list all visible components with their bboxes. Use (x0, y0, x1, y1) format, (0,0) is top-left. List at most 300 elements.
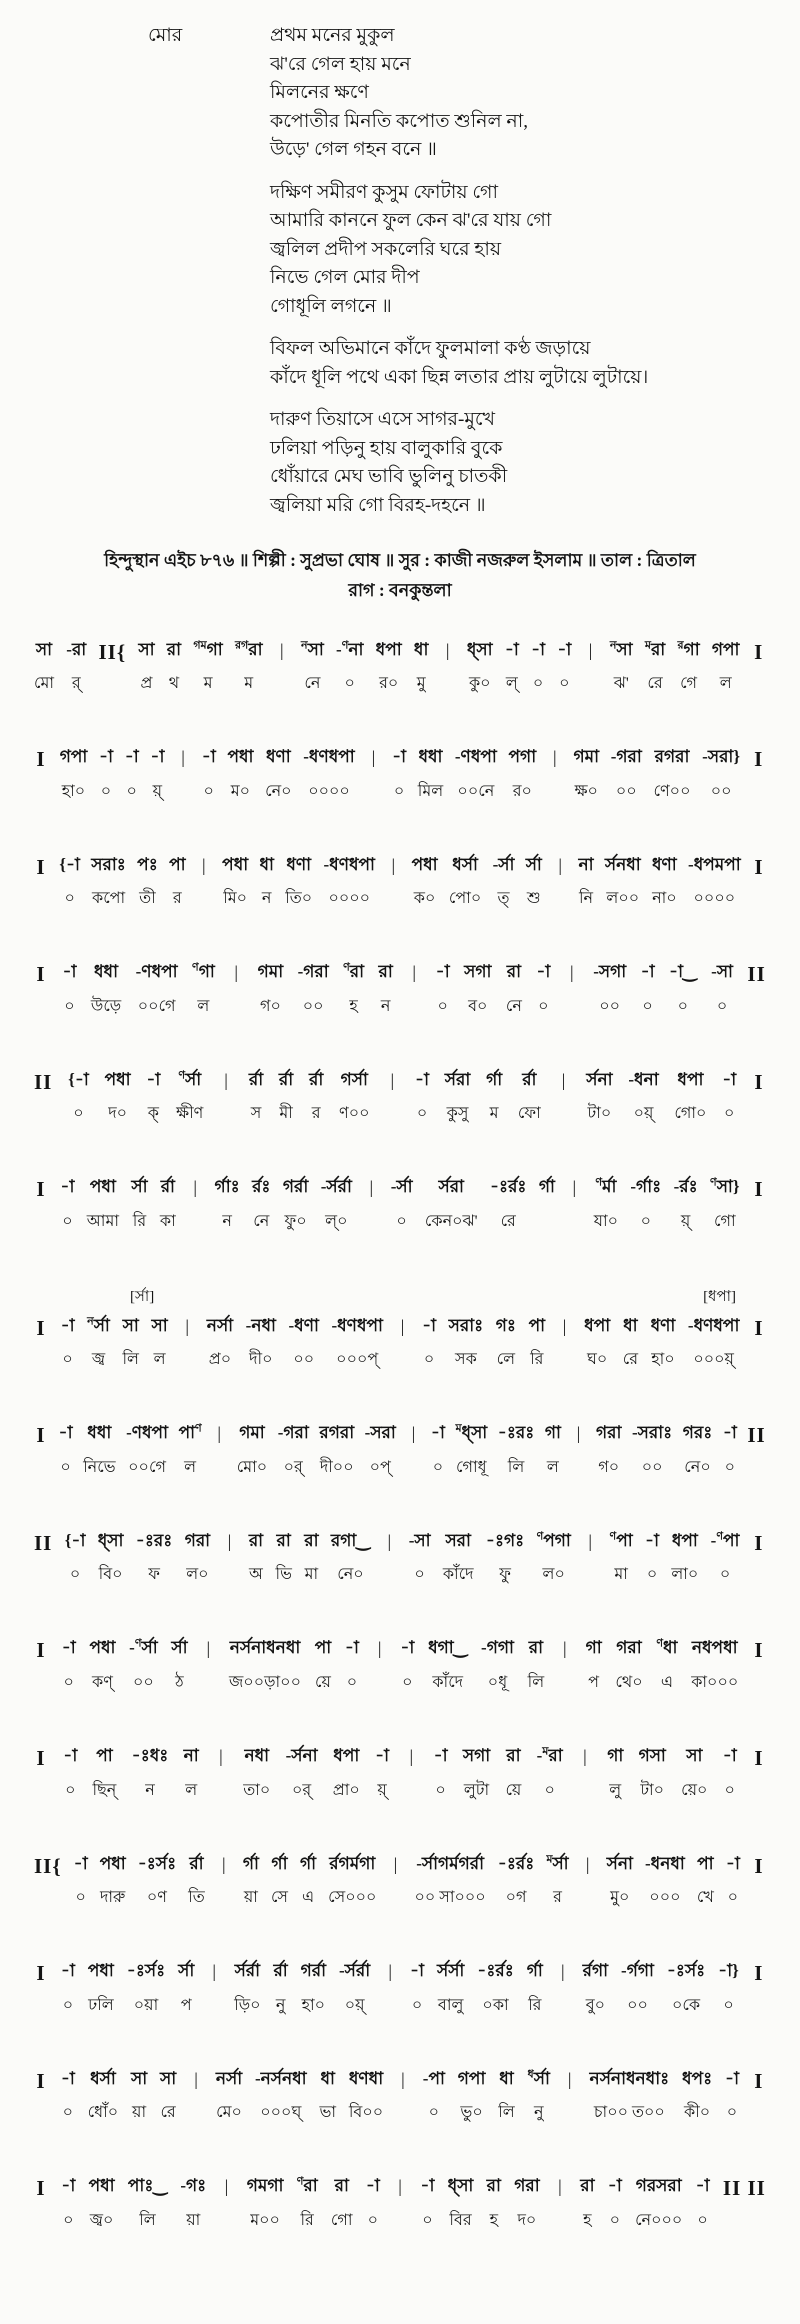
lyric-syllable: রে (647, 675, 663, 693)
sargam-notes: -ঃর্রঃ (489, 1177, 527, 1197)
sargam-notes: ধ্সা (447, 2176, 474, 2196)
notation-token (160, 2069, 176, 2127)
lyric-syllable: কা (159, 1212, 176, 1230)
sargam-notes: র্সনা (606, 1853, 633, 1873)
bar-line (176, 747, 190, 779)
sargam-notes: রা (580, 2176, 595, 2196)
sargam-notes: পধা (227, 747, 254, 767)
notation-token (487, 2176, 501, 2234)
sargam-notes: | (558, 2176, 562, 2197)
sargam-notes: -র্সা (390, 1177, 413, 1197)
sargam-notes: $^ণ$গা (192, 961, 215, 982)
sargam-notes: র্সা (525, 854, 542, 874)
notation-token (477, 1961, 514, 2019)
sargam-notes: -ঃর্সঃ (137, 1853, 177, 1873)
sargam-notes: I (754, 1069, 764, 1094)
sargam-notes: I (754, 1530, 764, 1555)
bar-line (383, 1961, 397, 1993)
notation-token (414, 1854, 485, 1912)
lyric-syllable: প (588, 1673, 600, 1691)
sargam-notes: গঃ (495, 1315, 516, 1335)
sargam-notes: -া (63, 1745, 78, 1765)
sargam-notes: -ঃর্সঃ (126, 1961, 166, 1981)
sargam-notes: -র্সনা (285, 1745, 318, 1765)
notation-token (580, 2176, 594, 2234)
lyric-syllable: ০কে (671, 1996, 701, 2014)
notation-token (136, 962, 178, 1020)
notation-token (605, 855, 641, 913)
notation-token (301, 640, 324, 698)
sargam-notes: -া (420, 2176, 435, 2196)
bar-line (583, 1531, 597, 1563)
lyric-syllable: সে০০০ (328, 1889, 377, 1907)
notation-token (464, 962, 491, 1020)
sargam-notes: ধপা (584, 1315, 611, 1335)
sargam-notes: গপা (59, 747, 88, 767)
lyric-syllable: ০ (62, 2104, 74, 2122)
lyric-syllable: গোধূ (456, 1458, 487, 1476)
bar-line (229, 962, 243, 994)
lyric-syllable: লি (139, 2211, 156, 2229)
notation-token (283, 1177, 308, 1235)
sargam-notes: -া (62, 962, 77, 982)
sargam-notes: $^ণ$সা} (710, 1176, 740, 1197)
sargam-notes: -ঃরঃ (135, 1530, 173, 1550)
lyric-syllable: ০০০ (649, 1889, 681, 1907)
bar-line (393, 2176, 407, 2208)
lyric-syllable: নে (505, 997, 522, 1015)
bar-line (396, 1316, 410, 1348)
sargam-notes: -$^ণ$না (336, 638, 364, 659)
sargam-notes: -সা (711, 962, 733, 982)
sargam-notes: I (36, 2176, 46, 2201)
lyric-syllable: নে০০০ (635, 2211, 683, 2229)
sargam-notes: I (754, 1961, 764, 1986)
sargam-notes: -া (365, 2176, 380, 2196)
notation-token (583, 1961, 608, 2019)
lyric-syllable: সক (455, 1351, 477, 1369)
lyric-syllable: ড়ি০ (234, 1996, 261, 2014)
sargam-notes: না (578, 854, 594, 874)
notation-token (539, 1177, 555, 1208)
tala-marker (752, 1961, 766, 1996)
notation-token (333, 1746, 360, 1804)
lyric-syllable: র (172, 890, 182, 908)
bar-line (558, 1316, 572, 1348)
sargam-notes: র্সা (178, 1961, 195, 1981)
lyric-syllable: ০ (723, 1996, 734, 2014)
notation-token (458, 2069, 486, 2127)
notation-token (379, 962, 393, 1020)
lyric-syllable: লি (498, 2104, 515, 2122)
song-credits (20, 546, 780, 606)
lyric-syllable: ০ (719, 1566, 731, 1584)
tala-marker (752, 1531, 766, 1566)
lyric-syllable: ল (546, 1458, 559, 1476)
notation-system-13 (34, 1961, 766, 2019)
sargam-notes: পা (314, 1638, 332, 1658)
notation-token (545, 1423, 561, 1481)
notation-token (584, 1316, 610, 1374)
sargam-notes: I (36, 1745, 46, 1770)
notation-token (271, 1854, 288, 1912)
bar-line (388, 1854, 402, 1886)
sargam-notes: -সগা (593, 962, 627, 982)
notation-token (247, 2176, 284, 2234)
notation-token (184, 1746, 199, 1804)
sargam-notes: গর্সা (340, 1069, 368, 1089)
notation-token (207, 1316, 233, 1374)
sargam-notes: | (560, 1961, 565, 1982)
bar-line (385, 1070, 399, 1102)
notation-token (59, 1423, 73, 1481)
lyric-syllable: ০ (126, 782, 137, 800)
lyric-line: ঢলিয়া পড়িনু হায় বালুকারি বুকে (270, 437, 503, 459)
notation-token (528, 1638, 545, 1696)
lyric-syllable: ০ (344, 675, 355, 693)
sargam-notes: রা (506, 1745, 521, 1765)
tala-marker (752, 1854, 766, 1889)
notation-token (88, 1961, 114, 2019)
tala-marker (34, 1638, 48, 1673)
sargam-notes: র্সরা (444, 1069, 471, 1089)
lyric-syllable: ০০ সা০০০ (414, 1889, 486, 1907)
lyric-syllable: ০ (677, 997, 689, 1015)
notation-token (345, 1638, 359, 1696)
sargam-notes: -গঃ (180, 2176, 207, 2196)
lyric-syllable: ধোঁ০ (87, 2104, 119, 2122)
lyric-syllable: বি০০ (348, 2104, 384, 2122)
tala-marker (34, 1070, 52, 1105)
sargam-notes: ধা (623, 1315, 638, 1335)
lyric-syllable: ০ (63, 1673, 74, 1691)
sargam-notes: -া (536, 962, 551, 982)
sargam-notes: ধা (413, 639, 429, 659)
notation-token (688, 1316, 739, 1374)
sargam-notes: পধা (89, 1177, 116, 1197)
bar-line (386, 855, 400, 887)
notation-token (531, 640, 545, 698)
sargam-notes: পা (96, 1745, 113, 1765)
lyric-syllable: য়ে (314, 1673, 331, 1691)
sargam-notes: -ঃধঃ (131, 1745, 169, 1765)
notation-token (152, 1316, 168, 1374)
notation-token (331, 1531, 370, 1589)
lyric-syllable: গো (713, 1212, 736, 1230)
credits-line-1: হিন্দুস্থান এইচ ৮৭৬ ॥ শিল্পী : সুপ্রভা ঘোষ ॥ সুর : কাজী নজরুল ইসলাম ॥ তাল : ত্রিতাল (104, 550, 696, 570)
notation-token (243, 1854, 259, 1912)
sargam-notes: | (445, 639, 450, 660)
notation-token (726, 1854, 740, 1912)
lyric-syllable: রে (500, 1212, 516, 1230)
sargam-notes: -া (415, 1069, 430, 1089)
sargam-notes: -া (607, 2176, 622, 2196)
notation-token (528, 2069, 550, 2127)
notation-token (486, 1531, 524, 1589)
notation-token (229, 1638, 301, 1696)
bar-line (407, 962, 421, 994)
sargam-notes: -া (725, 2068, 739, 2088)
notation-token (493, 855, 515, 913)
notation-token (593, 962, 626, 1020)
sargam-notes: $^ণ$পগা (536, 1530, 571, 1550)
lyric-syllable: ল (197, 997, 210, 1015)
notation-token (445, 1070, 471, 1128)
sargam-notes: -সা (408, 1530, 431, 1550)
sargam-notes: | (227, 1530, 232, 1551)
lyric-syllable: লা০ (671, 1566, 699, 1584)
notation-token (235, 640, 263, 698)
lyric-line: প্রথম মনের মুকুল (270, 25, 395, 46)
notation-token (227, 747, 253, 805)
sargam-notes: I (36, 1638, 46, 1663)
lyric-syllable: হ (489, 2211, 498, 2229)
lyric-syllable: হ (583, 2211, 592, 2229)
notation-system-6 (34, 1177, 766, 1235)
sargam-notes: II (34, 1069, 53, 1094)
sargam-notes: -ধনধা (645, 1853, 685, 1873)
sargam-notes: গা (585, 1638, 602, 1658)
lyric-syllable: ছিন্ (92, 1781, 117, 1799)
lyric-syllable: ০ (75, 1889, 86, 1907)
notation-token (63, 1746, 77, 1804)
sargam-notes: | (409, 1745, 414, 1766)
lyric-syllable: বু০ (585, 1996, 606, 2014)
lyric-syllable: ঝ' (613, 675, 629, 693)
sargam-notes: সা (122, 1315, 139, 1335)
notation-token (607, 1746, 623, 1804)
lyric-syllable: ০য়্ (633, 1105, 654, 1123)
lyric-syllable: ০ (437, 997, 448, 1015)
sargam-notes: -নর্সনধা (254, 2068, 307, 2088)
lyric-line: জ্বলিয়া মরি গো বিরহ-দহনে ॥ (270, 494, 486, 516)
sargam-notes: -ধপমপা (688, 854, 741, 874)
lyric-syllable: ভু০ (460, 2104, 483, 2122)
sargam-notes: র্সা (171, 1638, 188, 1658)
lyric-syllable: ম০ (230, 782, 251, 800)
sargam-notes: I (754, 1177, 764, 1202)
notation-token (425, 1177, 478, 1235)
lyric-syllable: ০ (544, 1781, 555, 1799)
notation-system-15 (34, 2176, 766, 2234)
sargam-notes: সগা (462, 1745, 491, 1765)
lyric-syllable: মে০ (216, 2104, 242, 2122)
lyric-syllable: র (311, 1105, 321, 1123)
bar-line (364, 1177, 378, 1209)
notation-token (677, 640, 699, 698)
notation-token (132, 1746, 169, 1804)
sargam-notes: রগরা (654, 747, 690, 767)
notation-token (202, 747, 216, 805)
sargam-notes: -গরা (610, 747, 642, 767)
sargam-notes: রা (528, 1638, 544, 1658)
lyric-syllable: ০ (73, 1105, 84, 1123)
sargam-notes: সগা (464, 962, 492, 982)
notation-token (366, 2176, 380, 2234)
sargam-notes: -া (61, 1638, 76, 1658)
lyric-syllable: কুসু (446, 1105, 469, 1123)
sargam-notes: -$^ম$রা (536, 1745, 563, 1765)
notation-token (486, 1070, 502, 1128)
bar-line (567, 1177, 581, 1209)
lyric-syllable: ণে০০ (653, 782, 691, 800)
lyric-syllable: কেন০ঝ' (424, 1212, 478, 1230)
notation-token (449, 1316, 484, 1374)
sargam-notes: I (754, 1315, 764, 1340)
lyric-syllable: গে (680, 675, 698, 693)
lyric-syllable: ফ (148, 1566, 160, 1584)
bar-line (219, 1070, 233, 1102)
lyric-syllable: ভি (275, 1566, 292, 1584)
notation-token (300, 1854, 316, 1912)
notation-token (150, 747, 164, 805)
sargam-notes: {-া (64, 1530, 86, 1550)
lyric-syllable: ০ (416, 1105, 428, 1123)
sargam-notes: -র্গগা (621, 1961, 654, 1981)
bar-line (556, 1961, 570, 1993)
notation-token (711, 1531, 740, 1589)
sargam-notes: | (234, 962, 238, 983)
lyric-syllable: টা০ (640, 1781, 665, 1799)
sargam-notes: র্গা (242, 1853, 259, 1873)
sargam-notes: পঃ (137, 854, 158, 874)
bar-line (217, 1854, 231, 1886)
lyric-line: ঝ'রে গেল হায় মনে (270, 53, 411, 75)
lyric-syllable: ০ণ (146, 1889, 167, 1907)
notation-system-8 (34, 1423, 766, 1481)
lyric-syllable: নে (304, 675, 321, 693)
notation-system-14 (34, 2069, 766, 2127)
lyric-syllable: থে০ (615, 1673, 643, 1691)
lyric-syllable: ০ (62, 1996, 74, 2014)
notation-token (249, 1070, 263, 1128)
bar-line (571, 1423, 585, 1455)
sargam-notes: -ঃর্সঃ (666, 1961, 706, 1981)
sargam-notes: {-া (59, 854, 80, 874)
sargam-notes: -া (392, 747, 407, 767)
lyric-syllable: প্র০ (208, 1351, 232, 1369)
lyric-syllable: র্ (71, 675, 81, 693)
lyric-syllable: স (250, 1105, 262, 1123)
lyric-line: দারুণ তিয়াসে এসে সাগর-মুখে (270, 409, 495, 430)
lyric-line: গোধূলি লগনে ॥ (270, 295, 392, 317)
lyric-syllable: ০০০০ (308, 782, 350, 800)
notation-token (258, 962, 284, 1020)
notation-token (723, 1746, 737, 1804)
sargam-notes: -া (722, 1745, 737, 1765)
sargam-notes: | (569, 962, 574, 983)
lyric-syllable: বি০ (98, 1566, 123, 1584)
notation-token (160, 1177, 176, 1235)
sargam-notes: নর্সা (215, 2068, 243, 2088)
stanza-3 (270, 335, 780, 392)
notation-token (414, 640, 428, 698)
notation-token (176, 1070, 203, 1128)
notation-token (91, 962, 121, 1020)
sargam-notes: র্গা (300, 1853, 317, 1873)
notation-token (321, 1177, 352, 1235)
sargam-notes: | (390, 1069, 395, 1090)
notation-token (234, 1961, 260, 2019)
sargam-notes: $^ন$র্সা (87, 1315, 110, 1335)
sargam-notes: I (36, 962, 46, 987)
sargam-notes: র্গা (538, 1177, 555, 1197)
lyric-syllable: হা০ (301, 1996, 326, 2014)
notation-token (418, 747, 443, 805)
notation-token (61, 2176, 75, 2234)
sargam-notes: র্রা (248, 1069, 264, 1089)
sargam-notes: না (183, 1745, 199, 1765)
sargam-notes: রগা‿ (330, 1530, 370, 1550)
sargam-notes: -া (60, 2068, 75, 2088)
notation-token (674, 1070, 706, 1128)
sargam-notes: রা (334, 2176, 349, 2196)
lyric-syllable: ০০নে (457, 782, 495, 800)
notation-token (303, 747, 354, 805)
hanging-word: মোর (148, 25, 183, 46)
notation-token (590, 2069, 670, 2127)
lyric-syllable: র০ (379, 675, 399, 693)
lyric-syllable: এ (301, 1889, 315, 1907)
bar-line (565, 962, 579, 994)
lyric-syllable: বির (449, 2211, 472, 2229)
sargam-notes: -া (531, 639, 546, 659)
sargam-notes: সা (151, 1315, 168, 1335)
sargam-notes: -া (99, 747, 113, 767)
notation-token (702, 747, 740, 805)
lyric-syllable: রি (530, 1351, 544, 1369)
notation-token (89, 2176, 115, 2234)
notation-token (259, 855, 273, 913)
bar-line (201, 1638, 215, 1670)
sargam-notes: ধ্সা (97, 1530, 124, 1550)
notation-token (586, 1070, 612, 1128)
lyric-syllable: মো (34, 675, 55, 693)
lyric-syllable: শু (526, 890, 541, 908)
notation-token (278, 1423, 309, 1481)
sargam-notes: -র্সর্রা (320, 1177, 352, 1197)
notation-token (682, 2069, 712, 2127)
notation-token (400, 1638, 414, 1696)
sargam-notes: সরাঃ (91, 854, 126, 874)
tala-marker (752, 1177, 766, 1212)
lyric-syllable: য়্ (377, 1781, 387, 1799)
sargam-notes: ধর্সা (90, 2068, 116, 2088)
lyric-syllable: ০০ (627, 1996, 648, 2014)
lyric-syllable: গো (330, 2211, 353, 2229)
sargam-notes: -ণধপা (135, 962, 178, 982)
notation-token (645, 1531, 659, 1589)
sargam-notes: | (221, 1853, 226, 1874)
sargam-notes: | (387, 1530, 392, 1551)
lyric-syllable: ফু০ (284, 1212, 307, 1230)
lyric-syllable: ০০ (302, 997, 324, 1015)
lyric-syllable: র০ (512, 782, 532, 800)
sargam-notes: পধা (88, 2176, 115, 2196)
lyric-syllable: ০ (716, 997, 728, 1015)
sargam-notes: র্রগা (582, 1961, 609, 1981)
sargam-notes: র্সরা (438, 1177, 464, 1197)
notation-token (246, 1316, 276, 1374)
lyric-syllable: সে (270, 1889, 288, 1907)
notation-token (628, 1070, 658, 1128)
lyric-line: মিলনের ক্ষণে (270, 82, 369, 103)
notation-token (74, 1854, 88, 1912)
notation-token (146, 1070, 160, 1128)
sargam-notes: -া (722, 1069, 737, 1089)
sargam-notes: র্রঃ (252, 1177, 271, 1197)
lyric-syllable: জ্ব (91, 1351, 106, 1369)
